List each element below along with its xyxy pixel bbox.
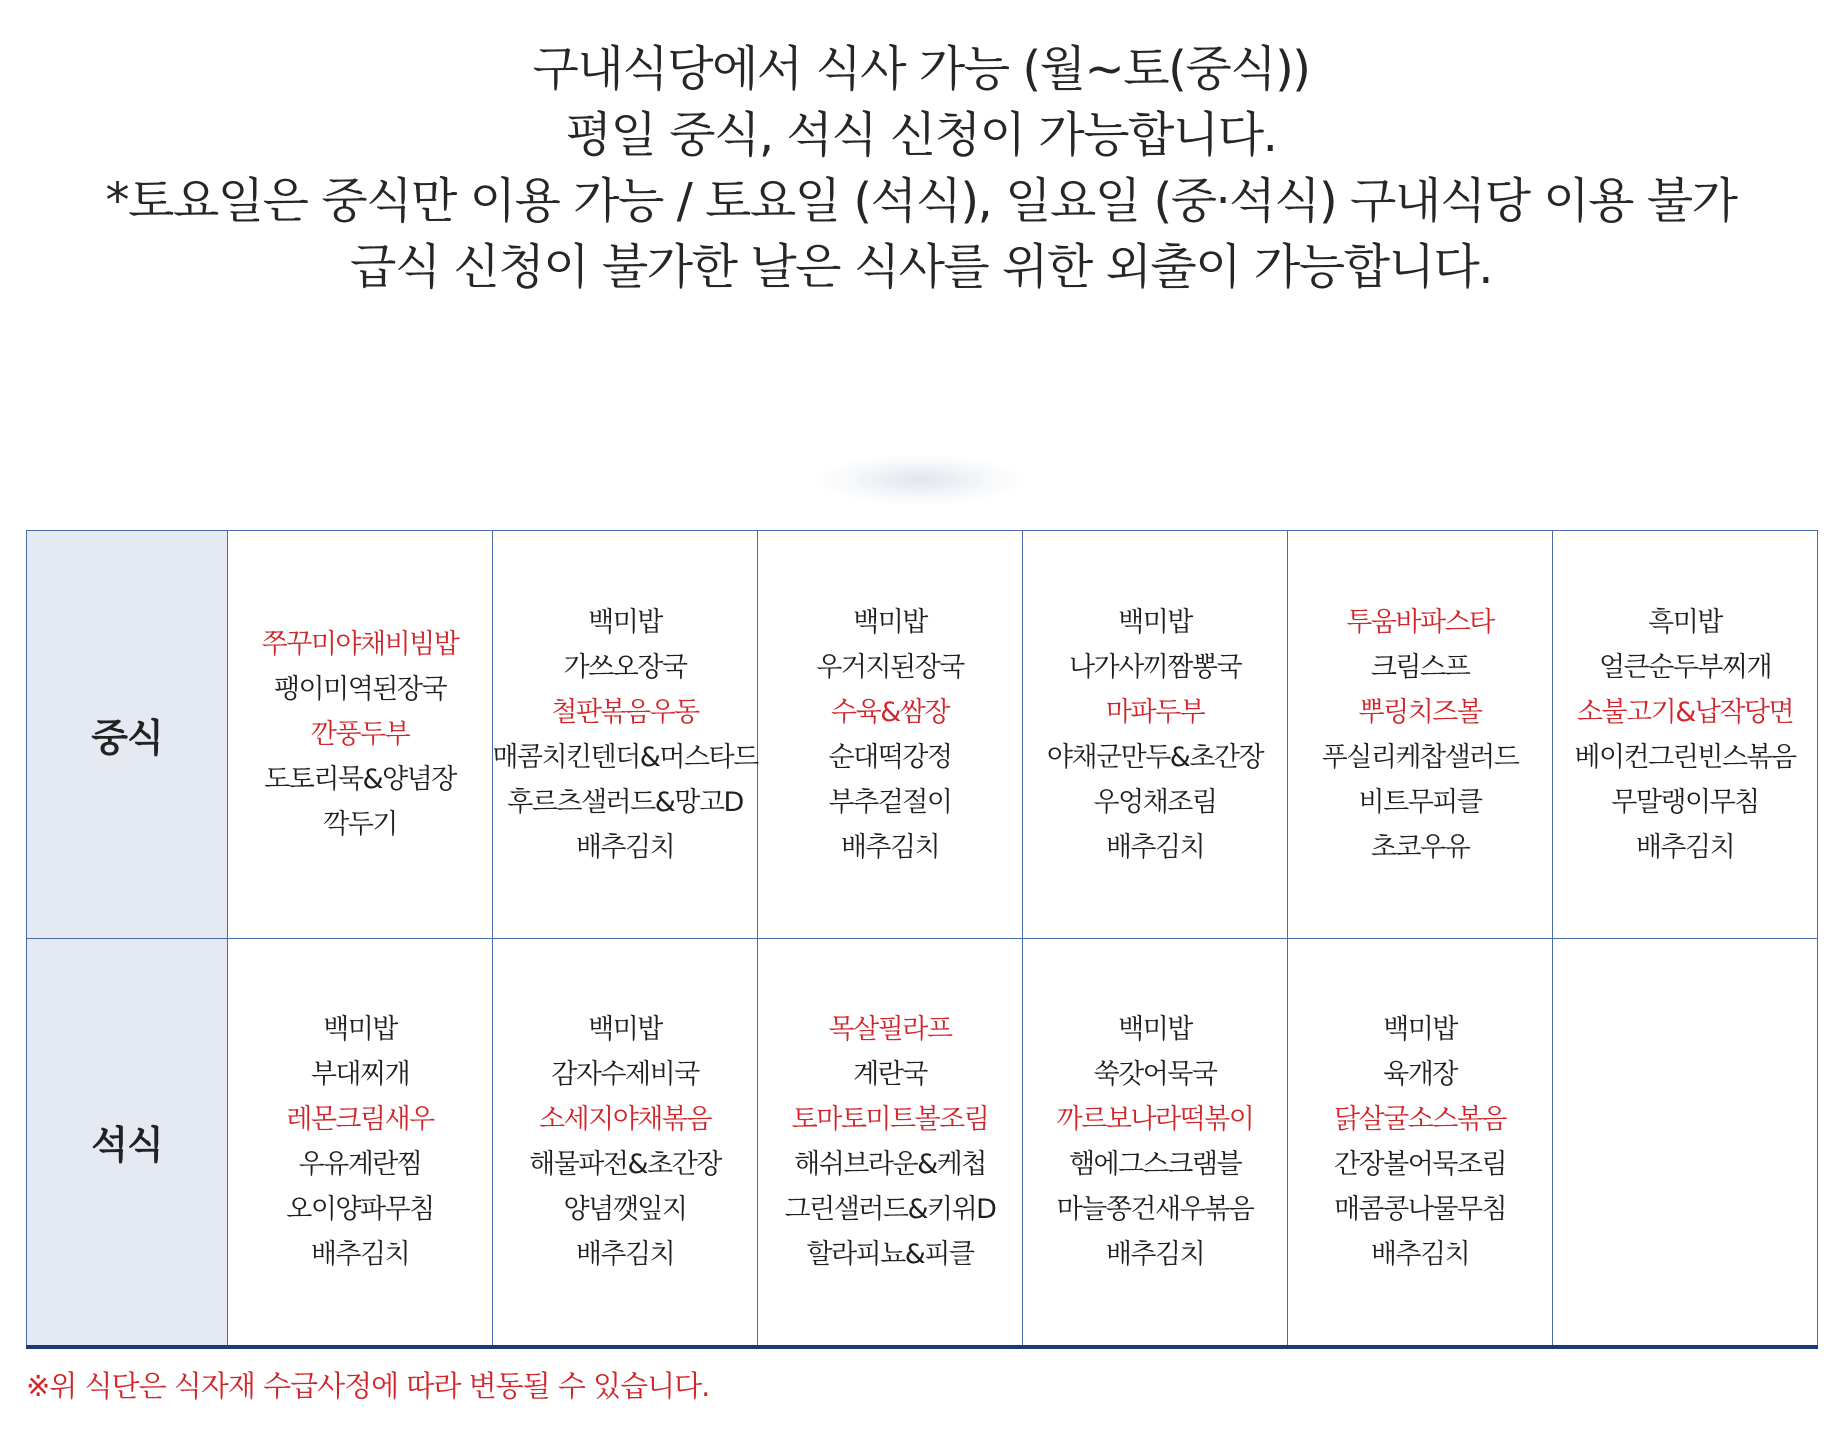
footnote: ※위 식단은 식자재 수급사정에 따라 변동될 수 있습니다. [26,1369,710,1403]
menu-item-highlight: 레몬크림새우 [286,1103,434,1135]
menu-item: 백미밥 [1118,606,1192,638]
menu-item: 배추김치 [1370,1238,1470,1270]
day-menu-cell [758,531,1023,939]
blurred-decoration [820,455,1020,505]
menu-item: 부대찌개 [310,1058,410,1090]
menu-item: 배추김치 [575,1238,675,1270]
menu-item-list [758,1007,1022,1277]
meal-row [27,531,1818,939]
menu-item-list [493,600,757,870]
menu-item: 초코우유 [1370,831,1470,863]
menu-item: 매콤치킨텐더&머스타드 [492,741,758,773]
menu-item: 계란국 [853,1058,927,1090]
menu-item: 배추김치 [575,831,675,863]
menu-item-list [493,1007,757,1277]
day-menu-cell [228,939,493,1347]
menu-item-list [1553,600,1817,870]
menu-item: 비트무피클 [1358,786,1482,818]
menu-item: 오이양파무침 [286,1193,434,1225]
menu-item: 간장볼어묵조림 [1333,1148,1507,1180]
menu-item: 얼큰순두부찌개 [1598,651,1772,683]
menu-item: 야채군만두&초간장 [1046,741,1264,773]
menu-item: 해쉬브라운&케첩 [794,1148,986,1180]
menu-item: 쑥갓어묵국 [1093,1058,1217,1090]
meal-label: 중식 [27,531,228,939]
menu-item: 그린샐러드&키위D [784,1193,996,1225]
menu-table-body [27,531,1818,1347]
menu-item-highlight: 쭈꾸미야채비빔밥 [261,629,459,660]
menu-item-list [1023,600,1287,870]
menu-item: 햄에그스크램블 [1068,1148,1242,1180]
menu-item: 팽이미역된장국 [273,674,447,705]
notice-line-4: 급식 신청이 불가한 날은 식사를 위한 외출이 가능합니다. [349,239,1493,295]
menu-item: 감자수제비국 [551,1058,699,1090]
menu-item: 백미밥 [588,606,662,638]
menu-item: 백미밥 [323,1013,397,1045]
menu-item-list [1288,1007,1552,1277]
meal-label: 석식 [27,939,228,1347]
menu-item-highlight: 철판볶음우동 [551,696,699,728]
menu-item: 흑미밥 [1648,606,1722,638]
notice-block [0,36,1842,300]
menu-item: 부추겉절이 [828,786,952,818]
menu-item-highlight: 소불고기&납작당면 [1576,696,1794,728]
menu-item: 우엉채조림 [1093,786,1217,818]
meal-row [27,939,1818,1347]
menu-item-highlight: 까르보나라떡볶이 [1056,1103,1254,1135]
menu-item-list [1288,600,1552,870]
menu-item-list [758,600,1022,870]
menu-item-list [1023,1007,1287,1277]
menu-item-highlight: 토마토미트볼조림 [791,1103,989,1135]
menu-item-highlight: 마파두부 [1105,696,1205,728]
menu-item: 우유계란찜 [298,1148,422,1180]
notice-line-2: 평일 중식, 석식 신청이 가능합니다. [565,107,1277,163]
menu-item-list [228,622,492,847]
menu-item-highlight: 깐풍두부 [310,719,410,750]
menu-item: 후르츠샐러드&망고D [507,786,743,818]
menu-item: 가쓰오장국 [563,651,687,683]
menu-item: 해물파전&초간장 [529,1148,721,1180]
day-menu-cell [493,939,758,1347]
day-menu-cell [758,939,1023,1347]
menu-item: 순대떡강정 [828,741,952,773]
day-menu-cell [1288,939,1553,1347]
menu-item-highlight: 수육&쌈장 [831,696,949,728]
menu-item: 배추김치 [1635,831,1735,863]
menu-item: 베이컨그린빈스볶음 [1574,741,1796,773]
menu-item: 크림스프 [1370,651,1470,683]
menu-item-highlight: 목살필라프 [828,1013,952,1045]
day-menu-cell [1553,939,1818,1347]
menu-item-highlight: 소세지야채볶음 [538,1103,712,1135]
day-menu-cell [493,531,758,939]
menu-item-highlight: 뿌링치즈볼 [1358,696,1482,728]
menu-item: 육개장 [1383,1058,1457,1090]
menu-item: 도토리묵&양념장 [264,764,456,795]
day-menu-cell [228,531,493,939]
menu-item: 할라피뇨&피클 [806,1238,974,1270]
menu-item: 배추김치 [840,831,940,863]
menu-item: 배추김치 [1105,831,1205,863]
menu-item: 백미밥 [853,606,927,638]
menu-item: 배추김치 [310,1238,410,1270]
day-menu-cell [1023,531,1288,939]
menu-item: 백미밥 [1383,1013,1457,1045]
menu-item: 매콤콩나물무침 [1333,1193,1507,1225]
menu-item-highlight: 닭살굴소스볶음 [1333,1103,1507,1135]
menu-item: 양념깻잎지 [563,1193,687,1225]
menu-item: 푸실리케찹샐러드 [1321,741,1519,773]
notice-line-1: 구내식당에서 식사 가능 (월~토(중식)) [532,41,1310,97]
menu-item: 무말랭이무침 [1611,786,1759,818]
menu-item: 마늘쫑건새우볶음 [1056,1193,1254,1225]
menu-item: 백미밥 [1118,1013,1192,1045]
menu-item-highlight: 투움바파스타 [1346,606,1494,638]
menu-item: 우거지된장국 [816,651,964,683]
day-menu-cell [1023,939,1288,1347]
day-menu-cell [1288,531,1553,939]
menu-item: 배추김치 [1105,1238,1205,1270]
menu-table [26,530,1818,1349]
menu-item: 깍두기 [323,809,397,840]
menu-item: 나가사끼짬뽕국 [1068,651,1242,683]
day-menu-cell [1553,531,1818,939]
notice-line-3: *토요일은 중식만 이용 가능 / 토요일 (석식), 일요일 (중·석식) 구내식당 이용 불가 [105,173,1737,229]
menu-item: 백미밥 [588,1013,662,1045]
menu-item-list [228,1007,492,1277]
